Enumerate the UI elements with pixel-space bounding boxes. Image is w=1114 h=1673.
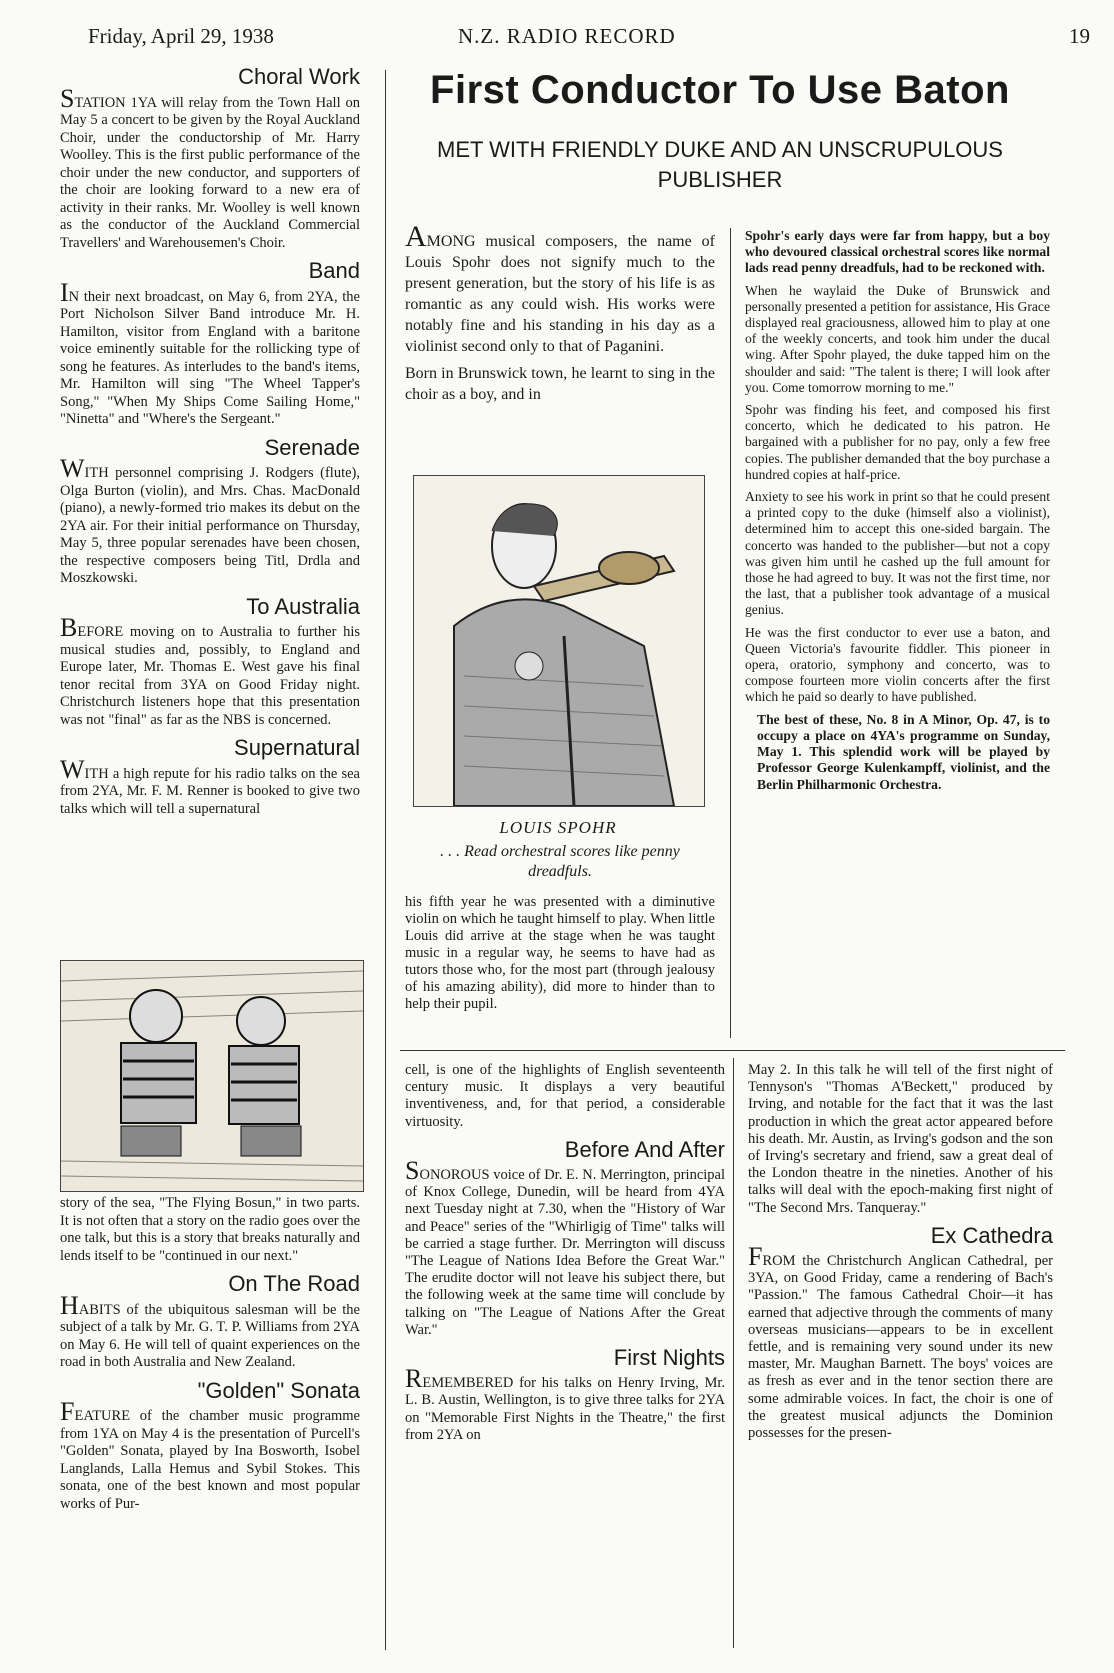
article-duke: When he waylaid the Duke of Brunswick and personally presented a petition for assistance, His Grace displayed real graciousness, allowed him to play at one of the weekly concerts, and took him under the ducal wing. After Spohr played, the duke tapped him on the shoulder and said: "The talent is there; I will look after you. Come tomorrow morning to me." xyxy=(745,282,1050,395)
article-subtitle: MET WITH FRIENDLY DUKE AND AN UNSCRUPULOUS PUBLISHER xyxy=(437,137,1003,192)
page-header xyxy=(40,20,1090,50)
portrait-caption-name: LOUIS SPOHR xyxy=(499,818,617,837)
article-column-2 xyxy=(745,228,1050,799)
article-concerto: Spohr was finding his feet, and composed his first concerto, which he dedicated to his patron. He bargained with a publisher for no pay, only a few free copies. The publisher demanded that the boy purchase a hundred copies at half-price. xyxy=(745,402,1050,482)
article-baton: He was the first conductor to ever use a baton, and Queen Victoria's favourite fiddler. This pioneer in opera, oratorio, symphony and concerto, was to compose fourteen more violin concerts after the first which he paid so dearly to have published. xyxy=(745,624,1050,705)
column-rule-middle xyxy=(730,228,731,1038)
on-the-road-text: HABITS of the ubiquitous salesman will be the subject of a talk by Mr. G. T. P. Williams from 2YA on May 6. He will tell of quaint experiences on the road in both Australia and New Zealand. xyxy=(60,1290,360,1370)
golden-sonata-continued: cell, is one of the highlights of English seventeenth century music. It displays a very beautiful inventiveness, and, for that period, a considerable virtuosity. xyxy=(405,1062,725,1130)
heading-before-and-after: Before And After xyxy=(564,1136,725,1162)
left-column-lower xyxy=(60,1195,360,1519)
before-and-after-text: SONOROUS voice of Dr. E. N. Merrington, principal of Knox College, Dunedin, will be heard from 4YA next Tuesday night at 7.30, when the "History of War and Peace" series of the "Whirligig of Time" talks will be carried a stage further. Dr. Merrington will discuss "The League of Nations Idea Before the Great War." The erudite doctor will not leave his subject there, but the following week at the same time will conclude by talking on "The League of Nations After the Great War." xyxy=(405,1156,725,1338)
heading-band: Band xyxy=(308,258,360,283)
heading-to-australia: To Australia xyxy=(246,593,360,619)
article-intro: AMONG musical composers, the name of Louis Spohr does not signify much to the present generation, but the story of his life is as romantic as any could wish. His works were notably fine and his standing in his day as a violinist second only to that of Paganini. xyxy=(405,220,715,355)
article-fifth-year: his fifth year he was presented with a diminutive violin on which he taught himself to play. When little Louis did arrive at the stage when he was taught music in a regular way, he seems to have had as tutors those who, for the most part (through jealousy of his amazing ability), did more to hinder than to help their pupil. xyxy=(405,894,715,1012)
portrait-caption-quote: . . . Read orchestral scores like penny dreadfuls. xyxy=(440,843,680,880)
heading-golden-sonata: "Golden" Sonata xyxy=(197,1377,360,1403)
band-text: IN their next broadcast, on May 6, from 2YA, the Port Nicholson Silver Band introduce Mr. H. Hamilton, visitor from England with a baritone voice eminently suitable for the rollicking type of song he features. As interludes to the band's items, Mr. Hamilton will sing "The Wheel Tapper's Song," "When My Ships Come Sailing Home," "Ninetta" and "Where's the Sergeant." xyxy=(60,277,360,427)
heading-ex-cathedra: Ex Cathedra xyxy=(930,1222,1053,1248)
section-rule xyxy=(400,1050,1065,1051)
heading-serenade: Serenade xyxy=(264,434,360,460)
page-number: 19 xyxy=(1069,24,1090,48)
left-column xyxy=(60,64,360,824)
publication-name: N.Z. RADIO RECORD xyxy=(458,24,676,48)
choral-work-text: STATION 1YA will relay from the Town Hall on May 5 a concert to be given by the Royal Auckland Choir, under the conductorship of Mr. Harry Woolley. This is the first public performance of the choir under the new conductor, and supporters of the choir are looking forward to a new era of activity in their ranks. Mr. Woolley is well known as the conductor of the Auckland Commercial Travellers' and Warehousemen's Choir. xyxy=(60,83,360,251)
bottom-middle-column xyxy=(405,1062,725,1450)
column-rule-left xyxy=(385,70,386,1650)
to-australia-text: BEFORE moving on to Australia to further his musical studies and, possibly, to England and Europe later, Mr. Thomas E. West gave his final tenor recital from 3YA on Good Friday night. Christchurch listeners hope that this presentation was not "final" as far as the NBS is concerned. xyxy=(60,613,360,728)
bottom-right-column xyxy=(748,1062,1053,1448)
heading-first-nights: First Nights xyxy=(613,1345,725,1371)
article-early-days: Spohr's early days were far from happy, but a boy who devoured classical orchestral scores like normal lads read penny dreadfuls, had to be reckoned with. xyxy=(745,228,1050,276)
ex-cathedra-text: FROM the Christchurch Anglican Cathedral, per 3YA, on Good Friday, came a rendering of Bach's "Passion." The famous Cathedral Choir—it has earned that adjective through the comments of many overseas musicians—appears to be in excellent fettle, and is remaining very sound under its new master, Mr. Maughan Barnett. The boys' voices are as fresh as ever and in the tenor section there are some admirable voices. In fact, the choir is one of the greatest musical adjuncts the Dominion possesses for the presen- xyxy=(748,1242,1053,1442)
louis-spohr-portrait xyxy=(413,475,705,807)
sailors-illustration xyxy=(60,960,364,1192)
article-title: First Conductor To Use Baton xyxy=(430,68,1010,112)
column-rule-bottom xyxy=(733,1058,734,1648)
article-column-1 xyxy=(405,220,715,411)
article-broadcast-note: The best of these, No. 8 in A Minor, Op. 47, is to occupy a place on 4YA's programme on Sunday, May 1. This splendid work will be played by Professor George Kulenkampff, violinist, and the Berlin Philharmonic Orchestra. xyxy=(757,711,1050,792)
article-anxiety: Anxiety to see his work in print so that he could present a printed copy to the duke (himself also a violinist), determined him to accept this one-sided bargain. The concerto was handed to the publisher—but not a copy was given him until he cashed up the full amount for those he had agreed to buy. It was not the first time, nor the last, that a publisher took advantage of a musical genius. xyxy=(745,489,1050,618)
first-nights-continued: May 2. In this talk he will tell of the first night of Tennyson's "Thomas A'Beckett," produced by Irving, and notable for the fact that it was the last production in which the great actor appeared before his death. Mr. Austin, as Irving's godson and the son of Irving's secretary and friend, saw a great deal of the London theatre in the nineties. Another of his talks will deal with the epoch-making first night of "The Second Mrs. Tanqueray." xyxy=(748,1062,1053,1216)
heading-choral-work: Choral Work xyxy=(238,64,360,89)
heading-supernatural: Supernatural xyxy=(234,735,360,760)
article-column-1-lower xyxy=(405,894,715,1019)
article-born: Born in Brunswick town, he learnt to sing in the choir as a boy, and in xyxy=(405,365,715,403)
serenade-text: WITH personnel comprising J. Rodgers (flute), Olga Burton (violin), and Mrs. Chas. MacDonald (piano), a newly-formed trio makes its debut on the 2YA air. For their initial performance on Thursday, May 5, three popular serenades have been chosen, the respective composers being Titl, Drdla and Moszkowski. xyxy=(60,454,360,586)
supernatural-text: WITH a high repute for his radio talks on the sea from 2YA, Mr. F. M. Renner is booked to give two talks which will tell a supernatural xyxy=(60,754,360,817)
supernatural-continued: story of the sea, "The Flying Bosun," in two parts. It is not often that a story on the radio goes over the one talk, but this is a story that breaks naturally and lends itself to be "continued in our next." xyxy=(60,1195,360,1264)
first-nights-text: REMEMBERED for his talks on Henry Irving, Mr. L. B. Austin, Wellington, is to give three talks for 2YA on "Memorable First Nights in the Theatre," the first from 2YA on xyxy=(405,1364,725,1443)
heading-on-the-road: On The Road xyxy=(228,1271,360,1296)
issue-date: Friday, April 29, 1938 xyxy=(88,24,274,48)
golden-sonata-text: FEATURE of the chamber music programme from 1YA on May 4 is the presentation of Purcell's "Golden" Sonata, played by Ina Bosworth, Isobel Langlands, Lalla Hemus and Sybil Stokes. This sonata, one of the best known and most popular works of Pur- xyxy=(60,1397,360,1512)
